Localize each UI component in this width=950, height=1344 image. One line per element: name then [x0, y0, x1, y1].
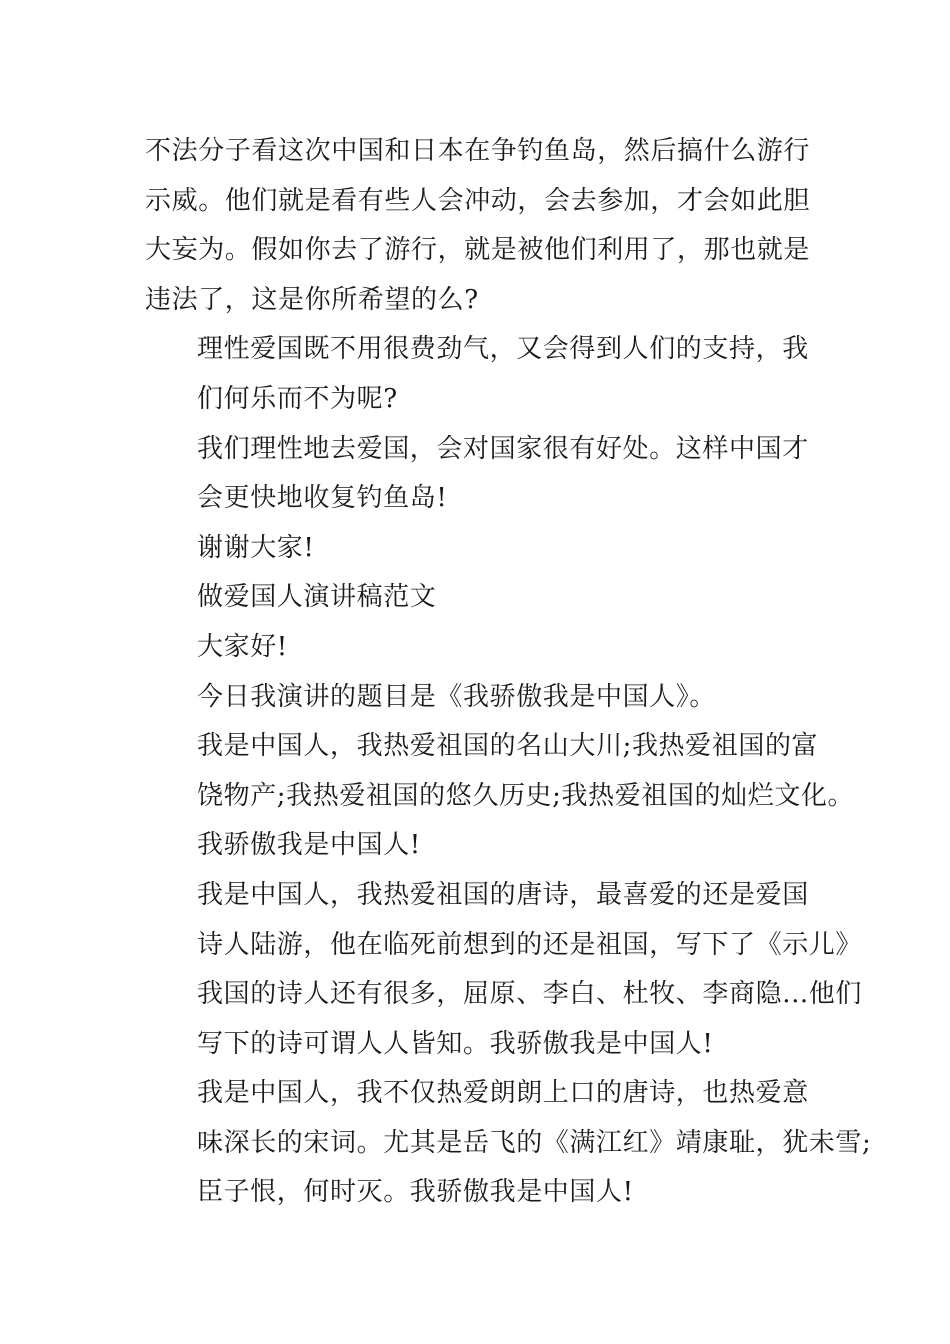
- document-body: [145, 127, 872, 1218]
- text-line: 会更快地收复钓鱼岛!: [197, 483, 448, 514]
- text-line: 示威。他们就是看有些人会冲动，会去参加，才会如此胆: [145, 185, 811, 216]
- paragraph: [145, 673, 810, 723]
- text-line: 今日我演讲的题目是《我骄傲我是中国人》。: [197, 681, 717, 712]
- text-line: 写下的诗可谓人人皆知。我骄傲我是中国人!: [197, 1028, 714, 1059]
- paragraph: [145, 325, 810, 424]
- text-line: 理性爱国既不用很费劲气，又会得到人们的支持，我: [197, 334, 809, 365]
- paragraph: [145, 524, 810, 574]
- text-line: 做爱国人演讲稿范文: [197, 582, 437, 613]
- text-line: 我国的诗人还有很多，屈原、李白、杜牧、李商隐...他们: [197, 979, 862, 1010]
- paragraph: [145, 127, 810, 325]
- paragraph: [145, 722, 855, 871]
- text-line: 我是中国人，我热爱祖国的唐诗，最喜爱的还是爱国: [197, 879, 809, 910]
- text-line: 诗人陆游，他在临死前想到的还是祖国，写下了《示儿》: [197, 929, 863, 960]
- text-line: 谢谢大家!: [197, 532, 315, 563]
- text-line: 我是中国人，我热爱祖国的名山大川;我热爱祖国的富: [197, 731, 819, 762]
- paragraph: [145, 623, 810, 673]
- paragraph: [145, 425, 810, 524]
- paragraph: [145, 871, 863, 1069]
- text-line: 臣子恨，何时灭。我骄傲我是中国人!: [197, 1177, 634, 1208]
- text-line: 不法分子看这次中国和日本在争钓鱼岛，然后搞什么游行: [145, 136, 811, 166]
- text-line: 违法了，这是你所希望的么?: [145, 284, 479, 315]
- text-line: 们何乐而不为呢?: [197, 383, 398, 414]
- text-line: 我是中国人，我不仅热爱朗朗上口的唐诗，也热爱意: [197, 1078, 809, 1109]
- text-line: 大家好!: [197, 631, 288, 662]
- paragraph: [145, 573, 810, 623]
- paragraph: [145, 1069, 872, 1218]
- text-line: 饶物产;我热爱祖国的悠久历史;我热爱祖国的灿烂文化。: [197, 780, 855, 811]
- text-line: 大妄为。假如你去了游行，就是被他们利用了，那也就是: [145, 235, 811, 266]
- text-line: 我骄傲我是中国人!: [197, 830, 421, 861]
- text-line: 我们理性地去爱国，会对国家很有好处。这样中国才: [197, 433, 809, 464]
- text-line: 味深长的宋词。尤其是岳飞的《满江红》靖康耻，犹未雪;: [197, 1127, 872, 1158]
